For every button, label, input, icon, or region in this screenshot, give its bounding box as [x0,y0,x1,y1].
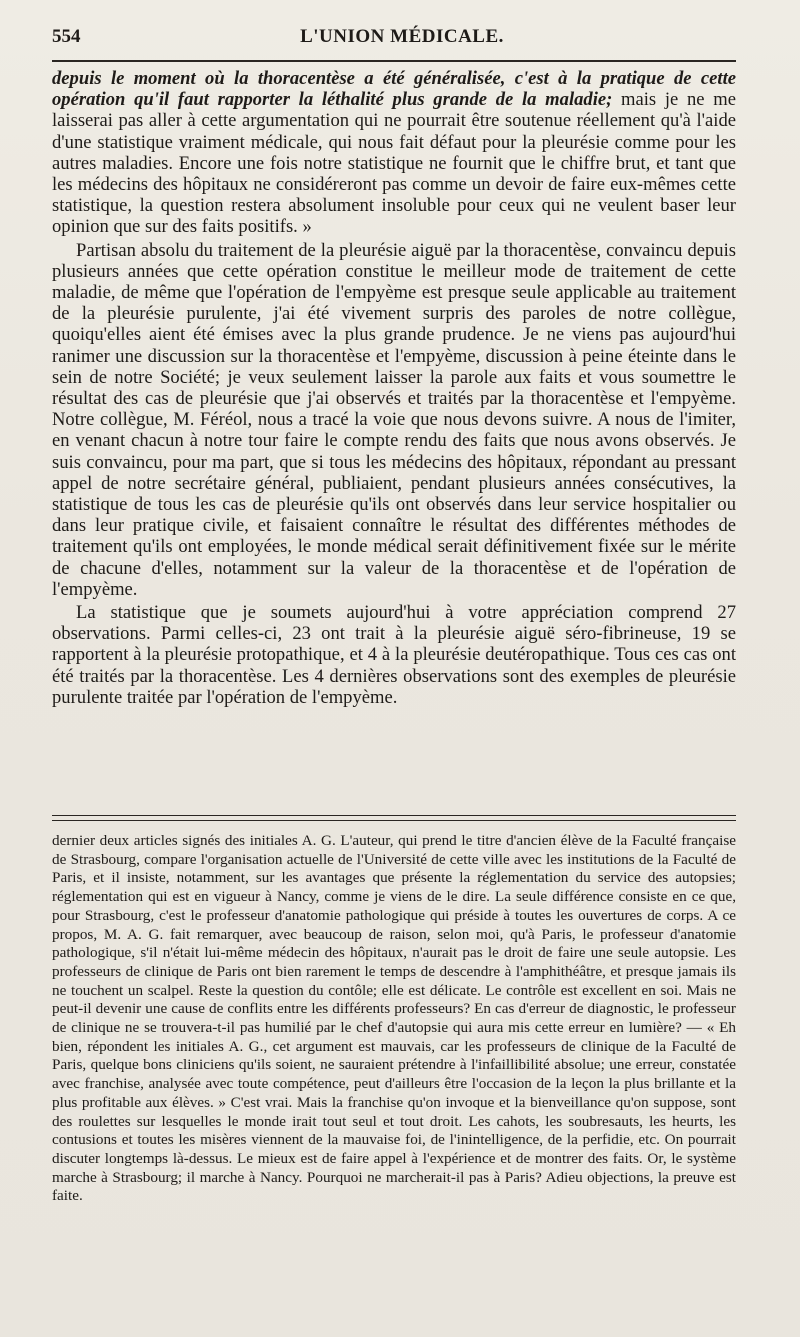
header-rule [52,60,736,62]
main-text [52,68,736,708]
page-header [52,26,752,52]
footnote-text: dernier deux articles signés des initiales A. G. L'auteur, qui prend le titre d'ancien élève de la Faculté française de Strasbourg, compare l'organisation actuelle de l'Université de cette ville avec les institutions de la Faculté de Paris, et il insiste, notamment, sur les avantages que présente la réglementation du service des autopsies; réglementation qui est en vigueur à Nancy, comme je viens de le dire. La seule différence consiste en ce que, pour Strasbourg, c'est le professeur d'anatomie pathologique qui préside à toutes les ouvertures de corps. A ce propos, M. A. G. fait remarquer, avec beaucoup de raison, selon moi, qu'à Paris, le professeur d'anatomie pathologique, s'il n'était lui-même médecin des hôpitaux, n'aurait pas le droit de faire une seule autopsie. Les professeurs de clinique de Paris ont bien rarement le temps de descendre à l'amphithéâtre, et presque jamais ils ne touchent un scalpel. Reste la question du contôle; elle est délicate. Le contrôle est excellent en soi. Mais ne peut-il devenir une cause de conflits entre les différents professeurs? En cas d'erreur de diagnostic, le professeur de clinique ne se trouvera-t-il pas humilié par le chef d'autopsie qui aura mis cette erreur en lumière? — « Eh bien, répondent les initiales A. G., cet argument est mauvais, car les professeurs de clinique de la Faculté de Paris, quelque bons cliniciens qu'ils soient, ne sauraient prétendre à l'infaillibilité absolue; une erreur, constatée avec franchise, analysée avec toute compétence, peut d'ailleurs être l'occasion de la leçon la plus brillante et la plus profitable aux élèves. » C'est vrai. Mais la franchise qu'on invoque et la bienveillance qu'on suppose, sont des roulettes sur lesquelles le monde irait tout seul et tout droit. Les cahots, les soubresauts, les heurts, les contusions et toutes les misères viennent de la mauvaise foi, de l'inintelligence, de la perfidie, etc. On pourrait discuter longtemps là-dessus. Le mieux est de faire appel à l'expérience et de montrer des faits. Or, le système marche à Strasbourg; il marche à Nancy. Pourquoi ne marcherait-il pas à Paris? Adieu objections, la preuve est faite. [52,832,736,1205]
page-number: 554 [52,26,81,47]
paragraph-1-italic: depuis le moment où la thoracentèse a été généralisée, c'est à la pratique de cette opération qu'il faut rapporter la léthalité plus grande de la maladie; [52,68,736,111]
journal-title: L'UNION MÉDICALE. [300,26,504,47]
paragraph-1 [52,68,736,238]
footnote-rule-top [52,815,736,816]
footnote [52,832,736,1206]
paragraph-1-rest: mais je ne me laisserai pas aller à cette argumentation qui ne pourrait être soutenue réellement qu'à l'aide d'une statistique vraiment médicale, qui nous fait défaut pour la pleurésie comme pour les autres maladies. Encore une fois notre statistique ne fournit que le chiffre brut, et tant que les médecins des hôpitaux ne considéreront pas comme un devoir de faire eux-mêmes cette statistique, la question restera absolument insoluble pour ceux qui ne veulent baser leur opinion que sur des faits positifs. » [52,89,736,238]
footnote-rule-bottom [52,820,736,821]
paragraph-3: La statistique que je soumets aujourd'hui à votre appréciation comprend 27 observations. Parmi celles-ci, 23 ont trait à la pleurésie aiguë séro-fibrineuse, 19 se rapportent à la pleurésie protopathique, et 4 à la pleurésie deutéropathique. Tous ces cas ont été traités par la thoracentèse. Les 4 dernières observations sont des exemples de pleurésie purulente traitée par l'opération de l'empyème. [52,602,736,708]
paragraph-2: Partisan absolu du traitement de la pleurésie aiguë par la thoracentèse, convaincu depuis plusieurs années que cette opération constitue le meilleur mode de traitement de cette maladie, de même que l'opération de l'empyème est presque seule applicable au traitement de la pleurésie purulente, j'ai été vivement surpris des paroles de notre collègue, quoiqu'elles aient été émises avec la plus grande prudence. Je ne viens pas aujourd'hui ranimer une discussion sur la thoracentèse et l'empyème, discussion à peine éteinte dans le sein de notre Société; je veux seulement laisser la parole aux faits et vous soumettre le résultat des cas de pleurésie que j'ai observés et traités par la thoracentèse et l'empyème. Notre collègue, M. Féréol, nous a tracé la voie que nous devons suivre. A nous de l'imiter, en venant chacun à notre tour faire le compte rendu des faits que nous avons observés. Je suis convaincu, pour ma part, que si tous les médecins des hôpitaux, répondant au pressant appel de notre secrétaire général, publiaient, pendant plusieurs années consécutives, la statistique de tous les cas de pleurésie qu'ils ont observés dans leur service hospitalier ou dans leur pratique civile, et faisaient connaître le résultat des différentes méthodes de traitement qu'ils ont employées, le monde médical serait définitivement fixée sur le mérite de chacune d'elles, notamment sur la valeur de la thoracentèse et de l'opération de l'empyème. [52,239,736,600]
